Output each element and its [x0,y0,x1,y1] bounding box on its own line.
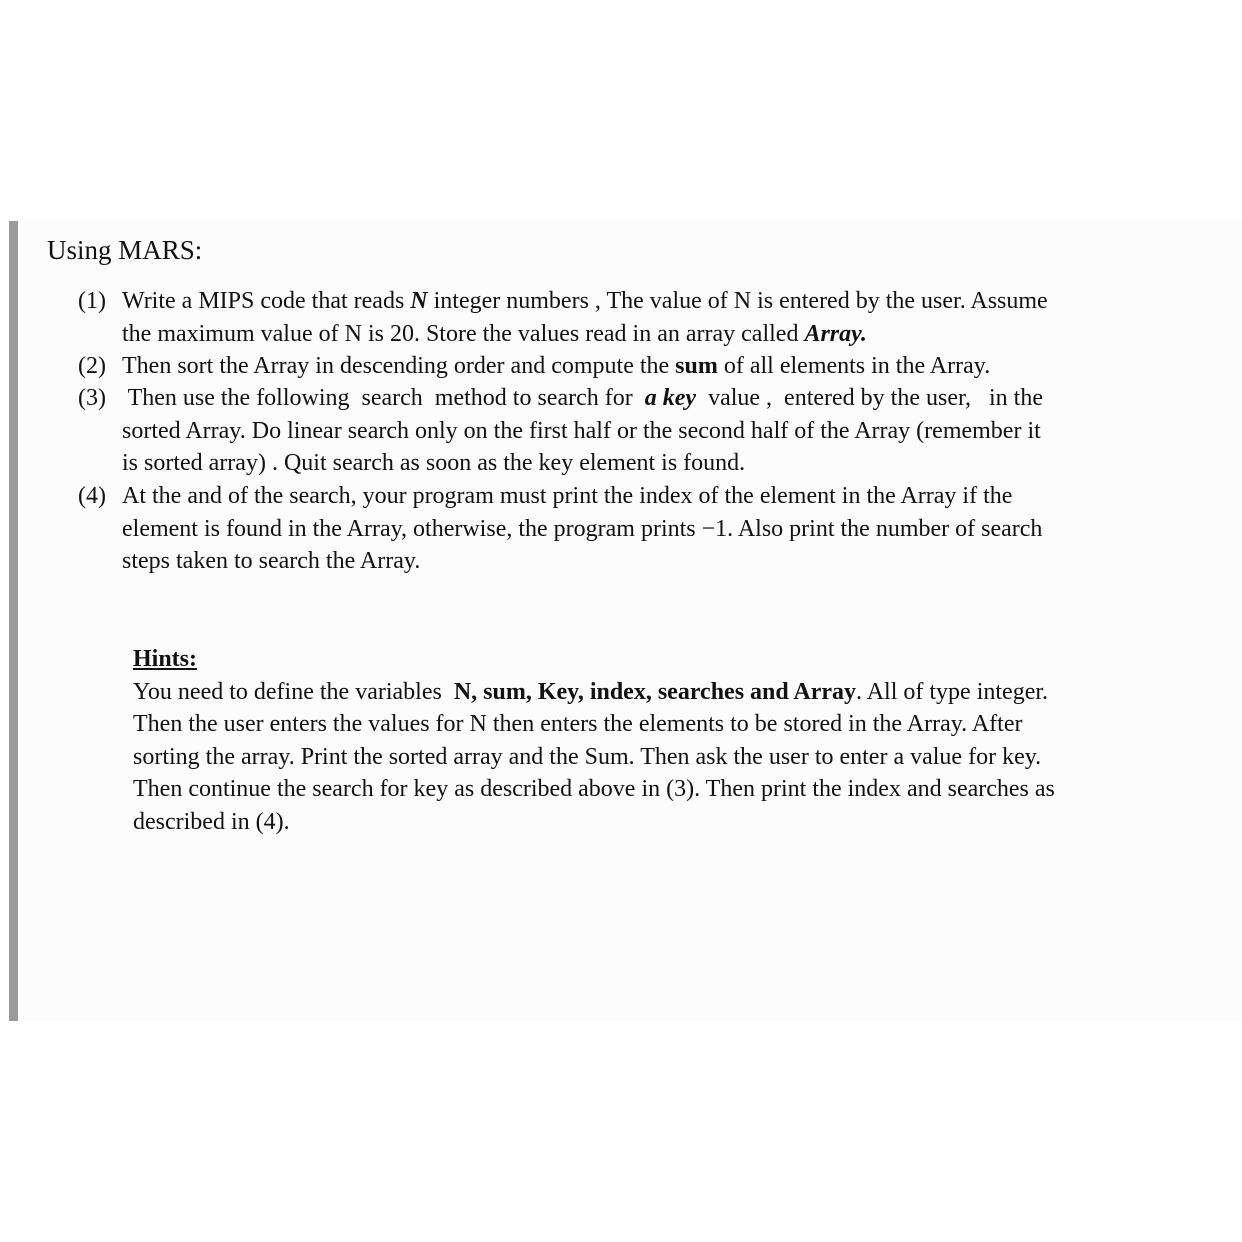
hints-line: Then the user enters the values for N then enters the elements to be stored in the Array. After [133,711,1023,737]
item-number: (1) [78,288,106,314]
item-number: (4) [78,483,106,509]
hints-title: Hints: [133,646,198,672]
list-item: (3) Then use the following search method to search for a key value , entered by the user, in the sorted Array. Do linear search only on the first half or the second half of the Array (remember it is sorted array) . Quit search as soon as the key element is found. [78,382,1043,480]
hints-line: Then continue the search for key as described above in (3). Then print the index and searches as [133,776,1055,802]
list-item: (1) Write a MIPS code that reads N integer numbers , The value of N is entered by the user. Assume the maximum value of N is 20. Store the values read in an array called Array. [78,285,1048,350]
item-number: (3) [78,385,106,411]
hints-line: described in (4). [133,808,290,835]
hints-line: You need to define the variables N, sum, Key, index, searches and Array. All of type integer. [133,678,1049,705]
list-item: (2) Then sort the Array in descending order and compute the sum of all elements in the Array. [78,350,990,383]
document-heading: Using MARS: [47,235,203,265]
hints-line: sorting the array. Print the sorted array and the Sum. Then ask the user to enter a value for key. [133,743,1042,770]
list-item: (4) At the and of the search, your program must print the index of the element in the Array if the element is found in the Array, otherwise, the program prints −1. Also print the number of search steps taken to search the Array. [78,480,1042,578]
document-panel [9,221,1242,1021]
hints-section [133,643,1055,838]
item-number: (2) [78,353,106,379]
